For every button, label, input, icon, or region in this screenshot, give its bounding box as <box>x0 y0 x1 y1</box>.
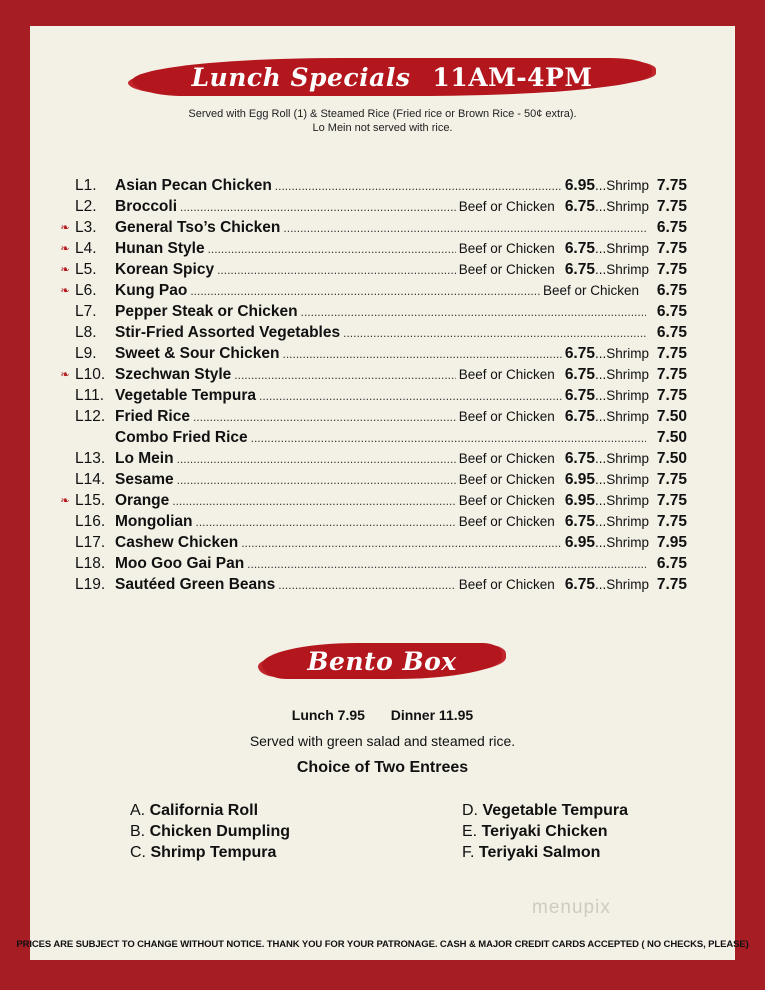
bento-served-note: Served with green salad and steamed rice. <box>249 733 516 749</box>
item-name: Hunan Style <box>115 239 205 257</box>
leader-dots <box>283 347 562 361</box>
shrimp-label: ...Shrimp <box>594 409 649 424</box>
item-code: L10. <box>75 365 106 383</box>
item-code: L3. <box>75 218 97 236</box>
item-code: L4. <box>75 239 97 257</box>
item-price: 6.95 <box>564 533 595 551</box>
leader-dots <box>217 263 456 277</box>
item-name: Orange <box>115 491 170 509</box>
menu-item <box>55 196 687 217</box>
item-name: Stir-Fried Assorted Vegetables <box>115 323 341 341</box>
menu-item <box>55 322 687 343</box>
item-price: 6.75 <box>564 365 595 383</box>
shrimp-label: ...Shrimp <box>594 514 649 529</box>
lunch-hours: 11AM-4PM <box>432 62 593 92</box>
item-name: Asian Pecan Chicken <box>115 176 272 194</box>
item-alt-price: 6.75 <box>656 218 687 236</box>
item-option: Beef or Chicken <box>458 262 555 277</box>
menu-item <box>55 469 687 490</box>
menu-item <box>55 490 687 511</box>
item-option: Beef or Chicken <box>458 199 555 214</box>
item-name: Vegetable Tempura <box>115 386 256 404</box>
item-code: L7. <box>75 302 97 320</box>
item-code: L6. <box>75 281 97 299</box>
menu-item <box>55 553 687 574</box>
item-alt-price: 7.75 <box>656 260 687 278</box>
item-name: Korean Spicy <box>115 260 215 278</box>
shrimp-label: ...Shrimp <box>594 493 649 508</box>
shrimp-label: ...Shrimp <box>594 535 649 550</box>
item-alt-price: 7.75 <box>656 344 687 362</box>
bento-choices-left <box>130 800 290 863</box>
menu-item <box>55 406 687 427</box>
shrimp-label: ...Shrimp <box>594 451 649 466</box>
item-price: 6.95 <box>564 491 595 509</box>
shrimp-label: ...Shrimp <box>594 178 649 193</box>
menu-item <box>55 364 687 385</box>
item-name: Combo Fried Rice <box>115 428 248 446</box>
item-alt-price: 7.50 <box>656 428 687 446</box>
shrimp-label: ...Shrimp <box>594 472 649 487</box>
item-code: L19. <box>75 575 106 593</box>
shrimp-label: ...Shrimp <box>594 388 649 403</box>
bento-box-title: Bento Box <box>307 646 457 676</box>
item-option: Beef or Chicken <box>458 409 555 424</box>
choice-name: Teriyaki Chicken <box>481 823 608 840</box>
bento-prices <box>0 707 765 723</box>
item-alt-price: 7.75 <box>656 470 687 488</box>
chili-pepper-icon: ❧ <box>60 264 70 276</box>
item-price: 6.75 <box>564 344 595 362</box>
leader-dots <box>241 536 562 550</box>
chili-pepper-icon: ❧ <box>60 495 70 507</box>
bento-choices-right <box>462 800 628 863</box>
menu-item <box>55 511 687 532</box>
item-name: Pepper Steak or Chicken <box>115 302 298 320</box>
item-price: 6.75 <box>564 407 595 425</box>
item-code: L14. <box>75 470 106 488</box>
item-name: Cashew Chicken <box>115 533 239 551</box>
bento-dinner-price: Dinner 11.95 <box>390 707 474 723</box>
choice-letter: E. <box>462 823 482 840</box>
choice-name: California Roll <box>149 802 259 819</box>
shrimp-label: ...Shrimp <box>594 346 649 361</box>
menu-item <box>55 217 687 238</box>
menu-item <box>55 574 687 595</box>
item-code: L16. <box>75 512 106 530</box>
item-name: Kung Pao <box>115 281 188 299</box>
item-name: Fried Rice <box>115 407 190 425</box>
bento-choice-heading: Choice of Two Entrees <box>296 759 469 776</box>
bento-lunch-price: Lunch 7.95 <box>291 707 365 723</box>
watermark: menupix <box>532 897 611 918</box>
item-code: L9. <box>75 344 97 362</box>
shrimp-label: ...Shrimp <box>594 199 649 214</box>
leader-dots <box>234 368 455 382</box>
item-alt-price: 7.50 <box>656 449 687 467</box>
leader-dots <box>283 221 646 235</box>
leader-dots <box>275 179 562 193</box>
item-code: L2. <box>75 197 97 215</box>
item-alt-price: 6.75 <box>656 281 687 299</box>
footer-notice: PRICES ARE SUBJECT TO CHANGE WITHOUT NOTICE. THANK YOU FOR YOUR PATRONAGE. CASH & MAJOR CREDIT CARDS ACCEPTED ( NO CHECKS, PLEASE) <box>16 939 749 950</box>
leader-dots <box>247 557 646 571</box>
chili-pepper-icon: ❧ <box>60 285 70 297</box>
chili-pepper-icon: ❧ <box>60 243 70 255</box>
item-name: Moo Goo Gai Pan <box>115 554 245 572</box>
leader-dots <box>343 326 646 340</box>
choice-letter: A. <box>130 802 150 819</box>
item-option: Beef or Chicken <box>458 472 555 487</box>
bento-choice <box>462 842 628 863</box>
menu-item <box>55 343 687 364</box>
leader-dots <box>177 452 456 466</box>
menu-item <box>55 385 687 406</box>
shrimp-label: ...Shrimp <box>594 367 649 382</box>
item-option: Beef or Chicken <box>458 577 555 592</box>
choice-letter: B. <box>130 823 150 840</box>
menu-item <box>55 175 687 196</box>
item-alt-price: 6.75 <box>656 554 687 572</box>
lunch-specials-banner <box>132 58 652 96</box>
item-alt-price: 6.75 <box>656 323 687 341</box>
leader-dots <box>251 431 646 445</box>
item-code: L12. <box>75 407 106 425</box>
bento-choice <box>130 842 290 863</box>
item-name: Lo Mein <box>115 449 174 467</box>
item-code: L5. <box>75 260 97 278</box>
shrimp-label: ...Shrimp <box>594 577 649 592</box>
choice-letter: D. <box>462 802 483 819</box>
choice-name: Chicken Dumpling <box>149 823 291 840</box>
leader-dots <box>278 578 456 592</box>
item-price: 6.75 <box>564 449 595 467</box>
item-option: Beef or Chicken <box>542 283 639 298</box>
item-price: 6.95 <box>564 176 595 194</box>
lunch-specials-title: Lunch Specials <box>191 62 411 92</box>
item-price: 6.75 <box>564 386 595 404</box>
item-option: Beef or Chicken <box>458 241 555 256</box>
item-name: Sautéed Green Beans <box>115 575 276 593</box>
item-option: Beef or Chicken <box>458 493 555 508</box>
item-alt-price: 7.75 <box>656 491 687 509</box>
bento-choice <box>462 821 628 842</box>
item-name: General Tso’s Chicken <box>115 218 281 236</box>
leader-dots <box>190 284 540 298</box>
leader-dots <box>172 494 455 508</box>
item-price: 6.75 <box>564 512 595 530</box>
item-price: 6.75 <box>564 239 595 257</box>
item-price: 6.95 <box>564 470 595 488</box>
item-code: L11. <box>75 386 105 404</box>
menu-item <box>55 427 687 448</box>
lunch-note-2: Lo Mein not served with rice. <box>312 122 453 134</box>
item-code: L13. <box>75 449 106 467</box>
item-code: L17. <box>75 533 106 551</box>
bento-choice <box>130 800 290 821</box>
choice-letter: F. <box>462 844 479 861</box>
shrimp-label: ...Shrimp <box>594 262 649 277</box>
item-alt-price: 7.75 <box>656 365 687 383</box>
item-price: 6.75 <box>564 260 595 278</box>
item-alt-price: 6.75 <box>656 302 687 320</box>
lunch-note-1: Served with Egg Roll (1) & Steamed Rice (Fried rice or Brown Rice - 50¢ extra). <box>188 108 577 120</box>
shrimp-label: ...Shrimp <box>594 241 649 256</box>
item-name: Mongolian <box>115 512 193 530</box>
bento-choice <box>462 800 628 821</box>
leader-dots <box>259 389 562 403</box>
item-alt-price: 7.75 <box>656 176 687 194</box>
menu-item <box>55 448 687 469</box>
item-alt-price: 7.75 <box>656 239 687 257</box>
item-name: Szechwan Style <box>115 365 232 383</box>
choice-name: Shrimp Tempura <box>150 844 277 861</box>
item-option: Beef or Chicken <box>458 451 555 466</box>
item-option: Beef or Chicken <box>458 367 555 382</box>
menu-item <box>55 301 687 322</box>
item-option: Beef or Chicken <box>458 514 555 529</box>
item-name: Broccoli <box>115 197 178 215</box>
chili-pepper-icon: ❧ <box>60 222 70 234</box>
item-alt-price: 7.75 <box>656 575 687 593</box>
item-code: L18. <box>75 554 106 572</box>
item-alt-price: 7.75 <box>656 512 687 530</box>
leader-dots <box>301 305 646 319</box>
menu-item <box>55 532 687 553</box>
choice-letter: C. <box>130 844 151 861</box>
bento-choice <box>130 821 290 842</box>
item-code: L1. <box>75 176 97 194</box>
item-name: Sesame <box>115 470 174 488</box>
chili-pepper-icon: ❧ <box>60 369 70 381</box>
item-alt-price: 7.50 <box>656 407 687 425</box>
lunch-menu-list <box>55 175 687 595</box>
leader-dots <box>193 410 456 424</box>
leader-dots <box>180 200 456 214</box>
item-code: L15. <box>75 491 106 509</box>
choice-name: Teriyaki Salmon <box>478 844 601 861</box>
item-alt-price: 7.75 <box>656 386 687 404</box>
menu-item <box>55 259 687 280</box>
choice-name: Vegetable Tempura <box>482 802 628 819</box>
item-price: 6.75 <box>564 575 595 593</box>
item-name: Sweet & Sour Chicken <box>115 344 280 362</box>
leader-dots <box>177 473 456 487</box>
leader-dots <box>196 515 456 529</box>
item-price: 6.75 <box>564 197 595 215</box>
item-alt-price: 7.75 <box>656 197 687 215</box>
leader-dots <box>208 242 456 256</box>
item-alt-price: 7.95 <box>656 533 687 551</box>
menu-item <box>55 238 687 259</box>
item-code: L8. <box>75 323 97 341</box>
menu-item <box>55 280 687 301</box>
